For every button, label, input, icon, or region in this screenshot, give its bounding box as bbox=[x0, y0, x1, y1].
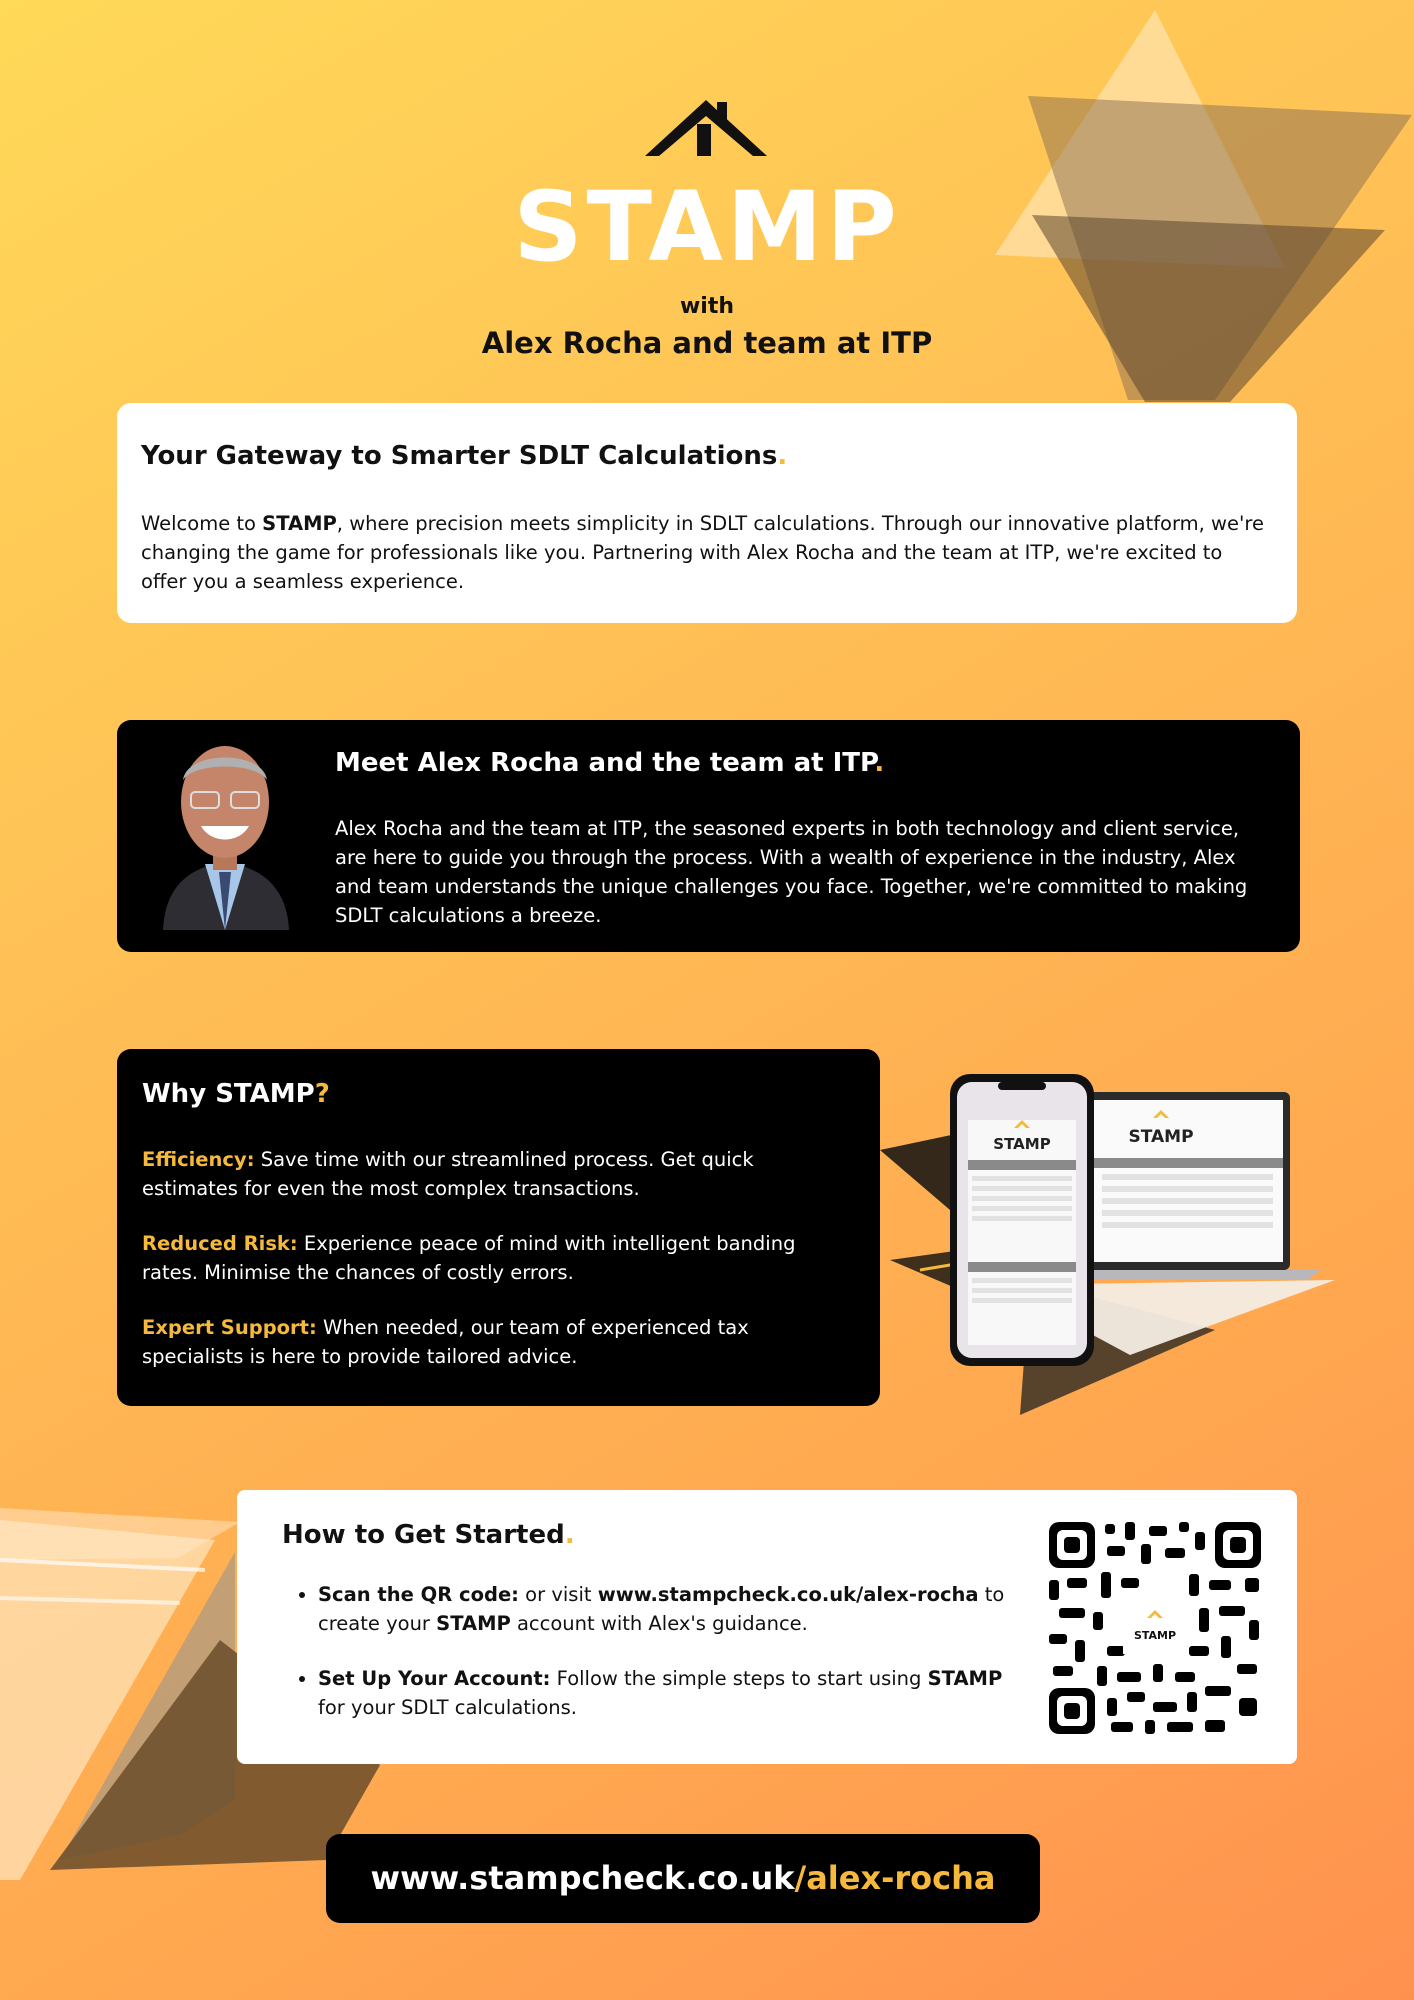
laptop-brand-label: STAMP bbox=[1128, 1127, 1194, 1147]
why-title-mark: ? bbox=[314, 1079, 330, 1109]
meet-text-block bbox=[335, 748, 1275, 930]
why-item-text: Experience peace of mind with intelligent banding rates. Minimise the chances of costly errors. bbox=[142, 1232, 796, 1284]
step-url-link[interactable]: www.stampcheck.co.uk/alex-rocha bbox=[597, 1583, 979, 1606]
why-card bbox=[117, 1049, 880, 1406]
why-item-text: When needed, our team of experienced tax specialists is here to provide tailored advice. bbox=[142, 1316, 749, 1368]
partner-subtitle: Alex Rocha and team at ITP bbox=[481, 326, 933, 360]
get-started-title-text: How to Get Started bbox=[282, 1520, 565, 1550]
why-title bbox=[142, 1079, 855, 1109]
step-setup-account bbox=[318, 1664, 1018, 1722]
why-item-text: Save time with our streamlined process. Get quick estimates for even the most complex transactions. bbox=[142, 1148, 754, 1200]
steps-list bbox=[282, 1580, 1018, 1722]
qr-code-icon[interactable] bbox=[1049, 1522, 1261, 1734]
meet-title bbox=[335, 748, 1275, 778]
why-item-label: Expert Support: bbox=[142, 1316, 317, 1339]
house-logo-icon bbox=[645, 96, 767, 158]
step-label: Set Up Your Account: bbox=[318, 1667, 551, 1690]
portrait-image bbox=[155, 740, 295, 930]
gateway-title-dot: . bbox=[777, 441, 788, 471]
meet-paragraph: Alex Rocha and the team at ITP, the seasoned experts in both technology and client service, are here to guide you through the process. With a wealth of experience in the industry, Alex and team understands the unique challenges you face. Together, we're committed to making SDLT calculations a breeze. bbox=[335, 817, 1248, 927]
step-text: to create your bbox=[318, 1583, 1005, 1635]
footer-url-link[interactable] bbox=[326, 1834, 1040, 1923]
get-started-card bbox=[237, 1490, 1297, 1764]
gateway-card bbox=[117, 403, 1297, 623]
why-item-label: Efficiency: bbox=[142, 1148, 255, 1171]
meet-title-dot: . bbox=[874, 748, 885, 778]
gateway-text-2: , where precision meets simplicity in SDLT calculations. Through our innovative platform, we're changing the game for professionals like you. Partnering with Alex Rocha and the team at ITP, we're excited to offer you a seamless experience. bbox=[141, 512, 1264, 593]
why-item-efficiency bbox=[142, 1145, 855, 1203]
step-scan-qr bbox=[318, 1580, 1018, 1638]
step-text: account with Alex's guidance. bbox=[510, 1612, 808, 1635]
footer-url-main: www.stampcheck.co.uk bbox=[370, 1859, 795, 1897]
step-brand: STAMP bbox=[927, 1667, 1003, 1690]
footer-url-path: /alex-rocha bbox=[794, 1859, 996, 1897]
gateway-title bbox=[141, 441, 1273, 471]
brand-title: STAMP bbox=[513, 171, 901, 283]
qr-brand-label: STAMP bbox=[1133, 1629, 1177, 1642]
gateway-text-1: Welcome to bbox=[141, 512, 263, 535]
gateway-paragraph bbox=[141, 509, 1273, 596]
step-label: Scan the QR code: bbox=[318, 1583, 519, 1606]
gateway-text-bold: STAMP bbox=[262, 512, 337, 535]
get-started-title-dot: . bbox=[564, 1520, 575, 1550]
meet-title-text: Meet Alex Rocha and the team at ITP bbox=[335, 748, 875, 778]
devices-illustration bbox=[880, 1070, 1340, 1420]
why-item-label: Reduced Risk: bbox=[142, 1232, 298, 1255]
phone-brand-label: STAMP bbox=[993, 1135, 1051, 1153]
step-text: or visit bbox=[518, 1583, 598, 1606]
why-item-reduced-risk bbox=[142, 1229, 855, 1287]
step-text: for your SDLT calculations. bbox=[318, 1696, 577, 1719]
step-text: Follow the simple steps to start using bbox=[550, 1667, 928, 1690]
meet-card bbox=[117, 720, 1300, 952]
with-label: with bbox=[679, 294, 735, 319]
why-item-expert-support bbox=[142, 1313, 855, 1371]
gateway-title-text: Your Gateway to Smarter SDLT Calculations bbox=[141, 441, 778, 471]
step-brand: STAMP bbox=[436, 1612, 511, 1635]
why-title-text: Why STAMP bbox=[142, 1079, 315, 1109]
